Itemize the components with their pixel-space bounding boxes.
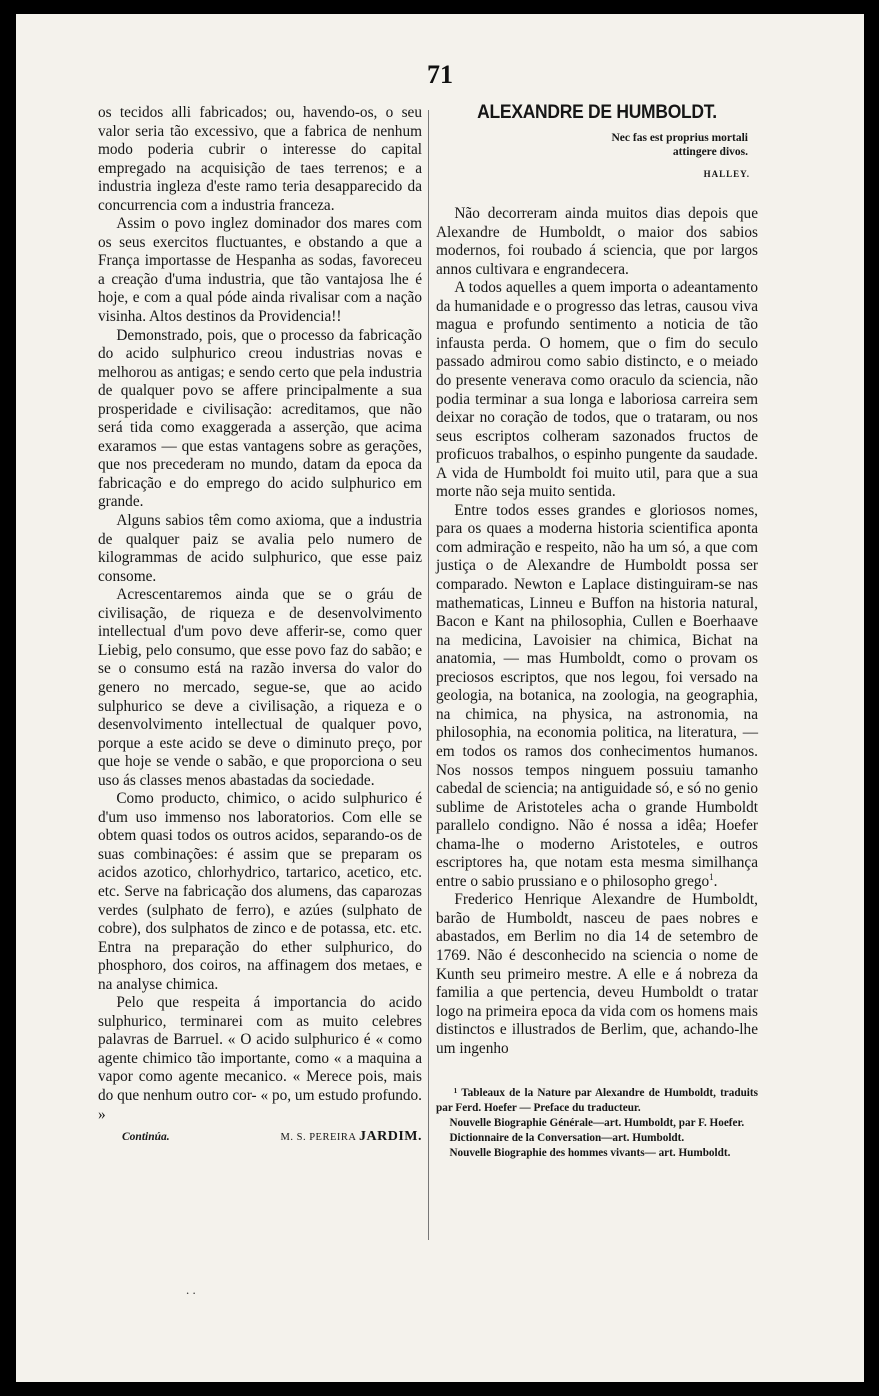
left-column [98, 104, 422, 1148]
newspaper-page [16, 14, 864, 1382]
epigraph-line-1: Nec fas est proprius mortali [611, 131, 748, 144]
left-paragraph-3: Demonstrado, pois, que o processo da fabricação do acido sulphurico creou industrias novas e melhorou as antigas; e sendo certo que pela industria de qualquer povo se affere principalmente a sua prosperidade e civilisação: acreditamos, que não será tida como exaggerada a asserção, que acima exaramos — que estas vantagens sobre as gerações, que nos precederam no mundo, datam da epoca da fabricação e do emprego do acido sulphurico em grande. [98, 326, 422, 511]
left-paragraph-5: Acrescentaremos ainda que se o gráu de civilisação, de riqueza e de desenvolvimento intellectual d'um povo deve afferir-se, como quer Liebig, pelo consumo, que esse povo faz do sabão; e se o consumo está na razão inversa do valor do genero no mercado, segue-se, que ao acido sulphurico se deve a civilisação, a riqueza e o desenvolvimento intellectual de qualquer povo, porque a este acido se deve o diminuto preço, por que hoje se vende o sabão, e que proporciona o seu uso ás classes menos abastadas da sociedade. [98, 586, 422, 789]
footnote-4: Nouvelle Biographie des hommes vivants— art. Humboldt. [449, 1147, 731, 1160]
footnote-2: Nouvelle Biographie Générale—art. Humboldt, par F. Hoefer. [449, 1117, 745, 1130]
left-paragraph-7: Pelo que respeita á importancia do acido sulphurico, terminarei com as muito celebres palavras de Barruel. « O acido sulphurico é « como agente chimico tão importante, como « a maquina a vapor como agente mecanico. « Merece pois, mais do que nenhum outro cor- « po, um estudo profundo. » [98, 994, 422, 1123]
column-divider [428, 110, 429, 1240]
article-signature [98, 1128, 422, 1148]
footnote-3: Dictionnaire de la Conversation—art. Humboldt. [449, 1132, 685, 1145]
author-surname: JARDIM. [359, 1129, 422, 1145]
article-title: ALEXANDRE DE HUMBOLDT. [477, 102, 717, 123]
right-paragraph-2: A todos aquelles a quem importa o adeantamento da humanidade e o progresso das letras, causou viva magua e profundo sentimento a noticia de tão infausta perda. O homem, que o fim do seculo passado admirou como sabio distincto, e o meiado do presente venerava como oraculo da sciencia, não podia terminar a sua longa e laboriosa carreira sem deixar no coração de todos, que o trataram, ou nos seus escriptos colheram sazonados fructos de proficuos trabalhos, o espinho pungente da saudade. A vida de Humboldt foi muito util, para que a sua morte não seja muito sentida. [436, 279, 758, 501]
left-paragraph-1: os tecidos alli fabricados; ou, havendo-os, o seu valor seria tão excessivo, que a fabrica de nenhum modo poderia cubrir o interesse do capital empregado na acquisição de taes terrenos; e a industria ingleza d'este ramo teria desapparecido da concurrencia com a industria franceza. [98, 104, 422, 214]
epigraph-author: HALLEY. [703, 168, 750, 179]
right-paragraph-4: Frederico Henrique Alexandre de Humboldt, barão de Humboldt, nasceu de paes nobres e abastados, em Berlim no dia 14 de setembro de 1769. Não é desconhecido na sciencia o nome de Kunth seu primeiro mestre. A elle e á nobreza da familia a que pertencia, deveu Humboldt o tratar logo na primeira epoca da vida com os homens mais distinctos e illustrados de Berlim, que, achando-lhe um ingenho [436, 891, 758, 1057]
author-name [281, 1128, 422, 1148]
left-paragraph-4: Alguns sabios têm como axioma, que a industria de qualquer paiz se avalia pelo numero de kilogrammas de acido sulphurico, que esse paiz consome. [98, 512, 422, 585]
page-number: 71 [427, 60, 453, 89]
right-column [436, 104, 758, 1161]
author-initials: M. S. PEREIRA [280, 1132, 356, 1144]
right-paragraph-3: Entre todos esses grandes e gloriosos nomes, para os quaes a moderna historia scientifica aponta com admiração e respeito, não ha um só, a que com justiça o de Alexandre de Humboldt possa ser comparado. Newton e Laplace distinguiram-se nas mathematicas, Linneu e Buffon na historia natural, Bacon e Kant na philosophia, Cullen e Boerhaave na medicina, Lavoisier na chimica, Bichat na anatomia, — mas Humboldt, como o provam os preciosos escriptos, que nos legou, foi versado na geologia, na botanica, na zoologia, na geographia, na chimica, na physica, na astronomia, na philosophia, na economia politica, na literatura, — em todos os ramos dos conhecimentos humanos. Nos nossos tempos ninguem possuiu tamanho cabedal de sciencia; na antiguidade só, e só no genio sublime de Aristoteles acha o grande Humboldt parallelo condigno. Não é nossa a idêa; Hoefer chama-lhe o moderno Aristoteles, e outros escriptores ha, que notam esta mesma similhança entre o sabio prussiano e o philosopho grego$^1$. [436, 501, 758, 890]
epigraph [436, 131, 748, 159]
continua-note: Continúa. [122, 1131, 170, 1144]
left-paragraph-6: Como producto, chimico, o acido sulphurico é d'um uso immenso nos laboratorios. Com elle se obtem quasi todos os outros acidos, separando-os de suas combinações: é assim que se preparam os acidos azotico, chlorhydrico, tartarico, acetico, etc. etc. Serve na fabricação dos alumens, das caparozas verdes (sulphato de ferro), e azúes (sulphato de cobre), dos sulphatos de zinco e de potassa, etc. etc. Entra na preparação do ether sulphurico, do phosphoro, dos coiros, na affinagem dos metaes, e na analyse chimica. [98, 790, 422, 993]
footnote-marker: 1 [709, 871, 714, 882]
right-paragraph-3-text: Entre todos esses grandes e gloriosos nomes, para os quaes a moderna historia scientifica aponta com admiração e respeito, não ha um só, a que com justiça o de Alexandre de Humboldt possa ser comparado. Newton e Laplace distinguiram-se nas mathematicas, Linneu e Buffon na historia natural, Bacon e Kant na philosophia, Cullen e Boerhaave na medicina, Lavoisier na chimica, Bichat na anatomia, — mas Humboldt, como o provam os preciosos escriptos, que nos legou, foi versado na geologia, na botanica, na zoologia, na geographia, na chimica, na physica, na astronomia, na philosophia, na economia politica, na literatura, — em todos os ramos dos conhecimentos humanos. Nos nossos tempos ninguem possuiu tamanho cabedal de sciencia; na antiguidade só, e só no genio sublime de Aristoteles acha o grande Humboldt parallelo condigno. Não é nossa a idêa; Hoefer chama-lhe o moderno Aristoteles, e outros escriptores ha, que notam esta mesma similhança entre o sabio prussiano e o philosopho grego [436, 501, 758, 890]
footnote-1: ¹ Tableaux de la Nature par Alexandre de Humboldt, traduits par Ferd. Hoefer — Preface du traducteur. [436, 1087, 758, 1115]
left-paragraph-2: Assim o povo inglez dominador dos mares com os seus exercitos fluctuantes, e obstando a que a França importasse de Hespanha as sodas, favoreceu a creação d'uma industria, que tão vantajosa lhe é hoje, e com a qual póde ainda rivalisar com a nação visinha. Altos destinos da Providencia!! [98, 215, 422, 326]
footnotes [436, 1086, 758, 1161]
right-paragraph-1: Não decorreram ainda muitos dias depois que Alexandre de Humboldt, o maior dos sabios modernos, foi roubado á sciencia, que por largos annos cultivara e engrandecera. [436, 205, 758, 278]
stray-marks: . . [186, 1282, 196, 1297]
epigraph-line-2: attingere divos. [672, 145, 748, 158]
